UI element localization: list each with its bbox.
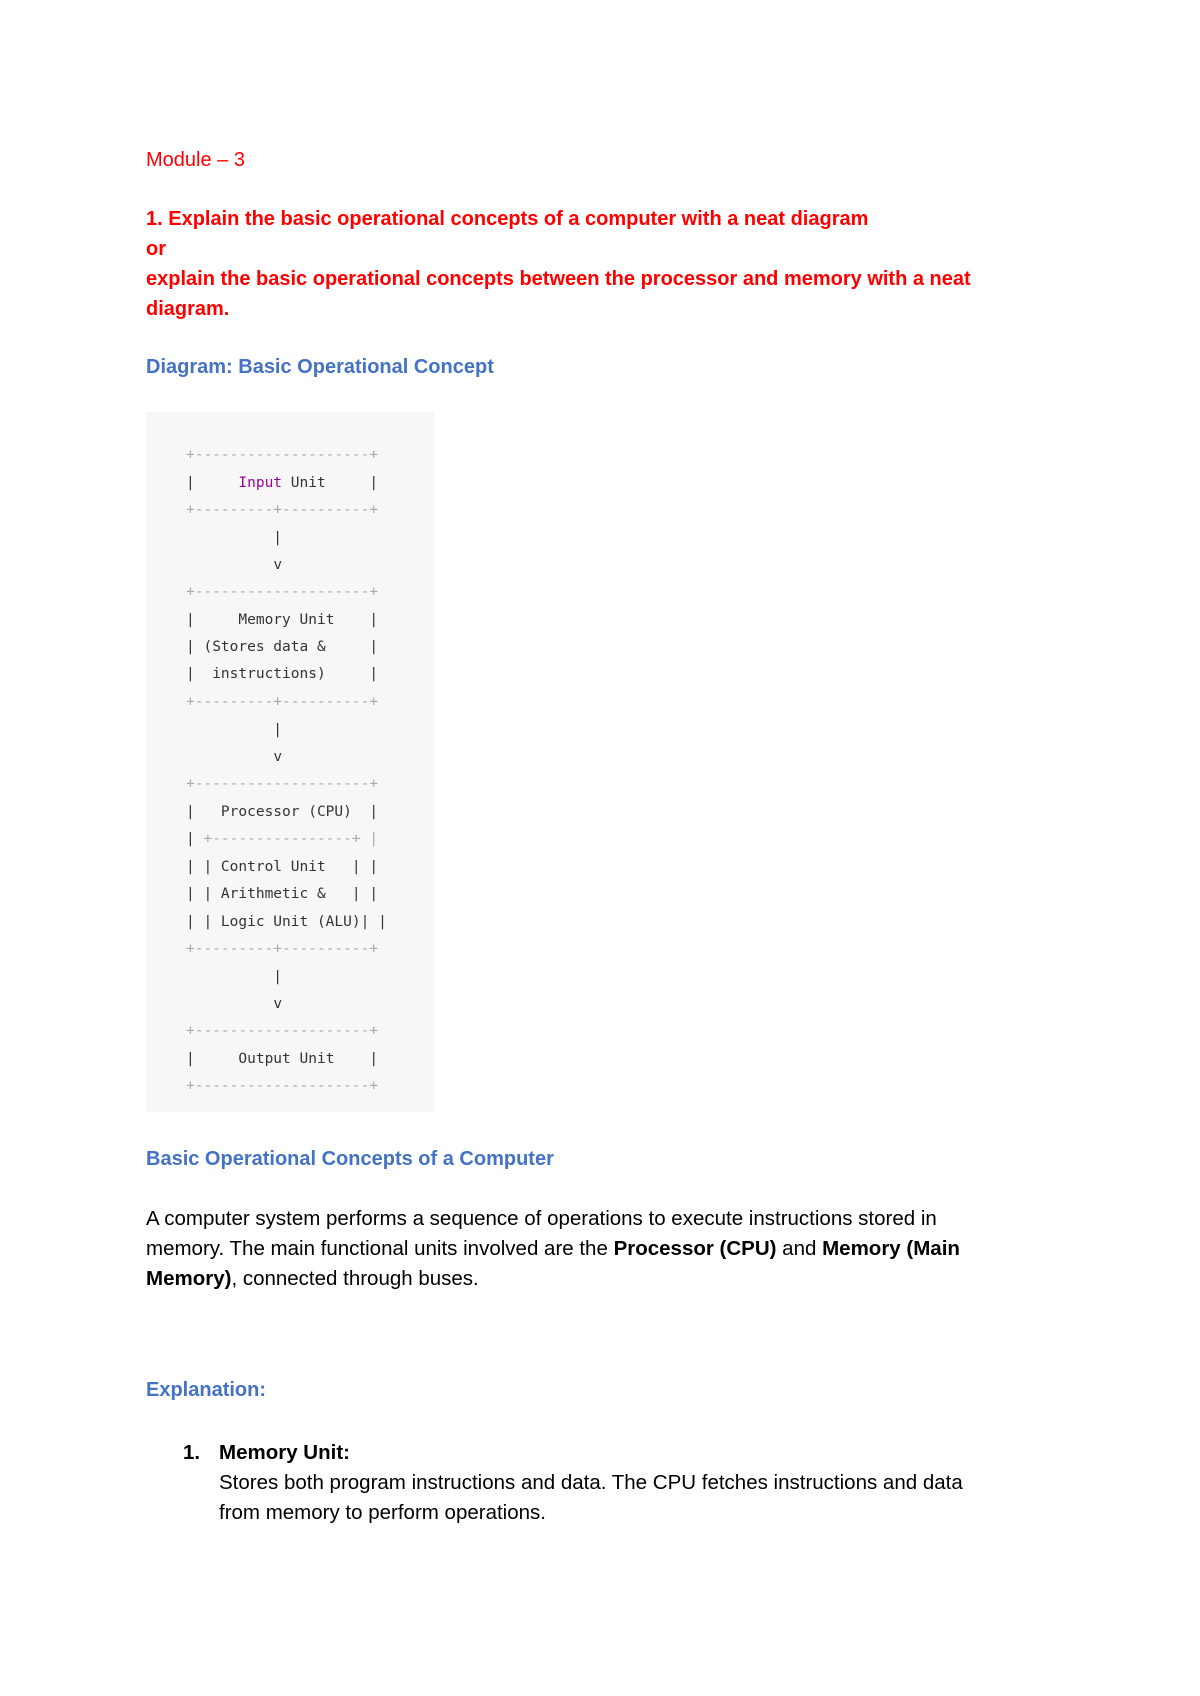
intro-line-1: A computer system performs a sequence of operations to execute instructions stored in — [146, 1207, 937, 1230]
memory-desc-1: (Stores data & — [203, 639, 326, 655]
concepts-heading: Basic Operational Concepts of a Computer — [146, 1148, 554, 1170]
diagram-border: +--------------------+ — [186, 776, 379, 792]
memory-desc-row-2: | instructions) | — [186, 666, 379, 682]
diagram-border: +---------+----------+ — [186, 694, 379, 710]
memory-desc-2: instructions) — [212, 666, 326, 682]
diagram-border: +--------------------+ — [186, 1078, 379, 1094]
input-unit-keyword: Input — [238, 475, 283, 491]
arrow-head: v — [273, 996, 283, 1012]
control-unit-label: Control Unit — [220, 859, 326, 875]
memory-desc-row-1: | (Stores data & | — [186, 639, 379, 655]
intro-line-2: memory. The main functional units involved are the Processor (CPU) and Memory (Main — [146, 1237, 960, 1260]
alu-label-1: Arithmetic & — [220, 886, 326, 902]
input-unit-label: Unit — [282, 475, 326, 491]
alu-label-2: Logic Unit (ALU) — [220, 914, 361, 930]
memory-unit-label: Memory Unit — [238, 612, 335, 628]
memory-unit-row: | Memory Unit | — [186, 612, 379, 628]
arrow-down — [186, 555, 282, 575]
list-number: 1. — [183, 1441, 201, 1464]
processor-label: Processor (CPU) — [220, 804, 352, 820]
question-line-2: or — [146, 238, 166, 260]
diagram-border: +---------+----------+ — [186, 941, 379, 957]
processor-inner-border: | +----------------+ | — [186, 831, 379, 847]
output-unit-row: | Output Unit | — [186, 1051, 379, 1067]
diagram-border: +--------------------+ — [186, 584, 379, 600]
list-item-line-1: Stores both program instructions and data. The CPU fetches instructions and data — [219, 1471, 963, 1494]
arrow-down — [186, 747, 282, 767]
input-unit-row: | Input Unit | — [186, 475, 379, 491]
alu-row-2: | | Logic Unit (ALU)| | — [186, 914, 387, 930]
explanation-heading: Explanation: — [146, 1379, 267, 1401]
question-line-4: diagram. — [146, 298, 230, 320]
control-unit-row: | | Control Unit | | — [186, 859, 379, 875]
diagram-border: +---------+----------+ — [186, 502, 379, 518]
connector-line: | — [186, 969, 283, 985]
question-line-3: explain the basic operational concepts between the processor and memory with a neat — [146, 268, 971, 290]
processor-row: | Processor (CPU) | — [186, 804, 379, 820]
arrow-head: v — [273, 749, 283, 765]
diagram-border: +--------------------+ — [186, 447, 379, 463]
output-unit-label: Output Unit — [238, 1051, 335, 1067]
question-line-1: 1. Explain the basic operational concepts of a computer with a neat diagram — [146, 208, 869, 230]
arrow-down — [186, 994, 282, 1014]
diagram-heading: Diagram: Basic Operational Concept — [146, 356, 494, 378]
list-item-title: Memory Unit: — [219, 1441, 350, 1464]
connector-line: | — [186, 722, 283, 738]
arrow-head: v — [273, 557, 283, 573]
list-item-line-2: from memory to perform operations. — [219, 1501, 546, 1524]
module-title: Module – 3 — [146, 149, 245, 171]
intro-line-3: Memory), connected through buses. — [146, 1267, 479, 1290]
diagram-code-block — [146, 412, 434, 1112]
alu-row-1: | | Arithmetic & | | — [186, 886, 379, 902]
connector-line: | — [186, 530, 283, 546]
diagram-border: +--------------------+ — [186, 1023, 379, 1039]
